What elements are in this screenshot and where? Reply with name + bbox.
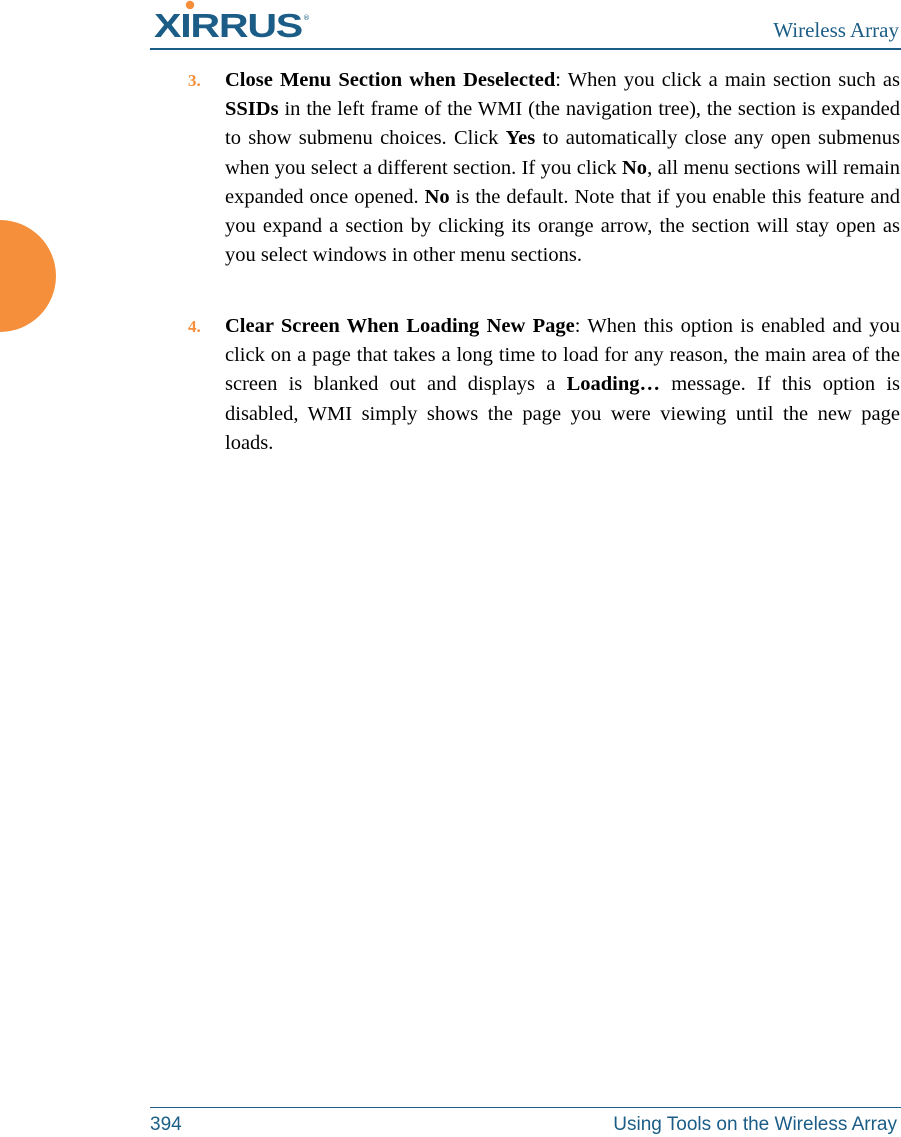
list-item-body: Clear Screen When Loading New Page: When this option is enabled and you click on a page that takes a long time to load for any reason, the main area of the screen is blanked out and displays a Loading… message. If this option is disabled, WMI simply shows the page you were viewing until the new page loads. <box>225 315 900 454</box>
loading-term: Loading… <box>566 373 660 396</box>
page-number: 394 <box>150 1114 182 1135</box>
list-item-term: Close Menu Section when Deselected <box>225 69 556 91</box>
svg-text:®: ® <box>303 14 310 22</box>
list-item-number: 4. <box>188 317 201 336</box>
running-header-title: Wireless Array <box>773 18 899 42</box>
header-divider <box>150 48 901 50</box>
yes-term: Yes <box>505 127 536 150</box>
footer-divider <box>150 1107 901 1108</box>
ssids-term: SSIDs <box>225 98 279 121</box>
no-term: No <box>622 156 648 179</box>
no-default-term: No <box>424 185 450 208</box>
chapter-tab-marker <box>0 220 56 332</box>
footer-section-title: Using Tools on the Wireless Array <box>613 1114 897 1135</box>
list-item-body: Close Menu Section when Deselected: When you click a main section such as SSIDs in the left frame of the WMI (the navigation tree), the section is expanded to show submenu choices. Click Yes to automatically close any open submenus when you select a different section. If you click No, all menu sections will remain expanded once opened. No is the default. Note that if you enable this feature and you expand a section by clicking its orange arrow, the section will stay open as you select windows in other menu sections. <box>225 69 900 267</box>
logo-text: XIRRUS <box>154 7 302 44</box>
list-item-number: 3. <box>188 71 201 90</box>
xirrus-logo <box>154 0 314 44</box>
list-item-term: Clear Screen When Loading New Page <box>225 315 575 337</box>
